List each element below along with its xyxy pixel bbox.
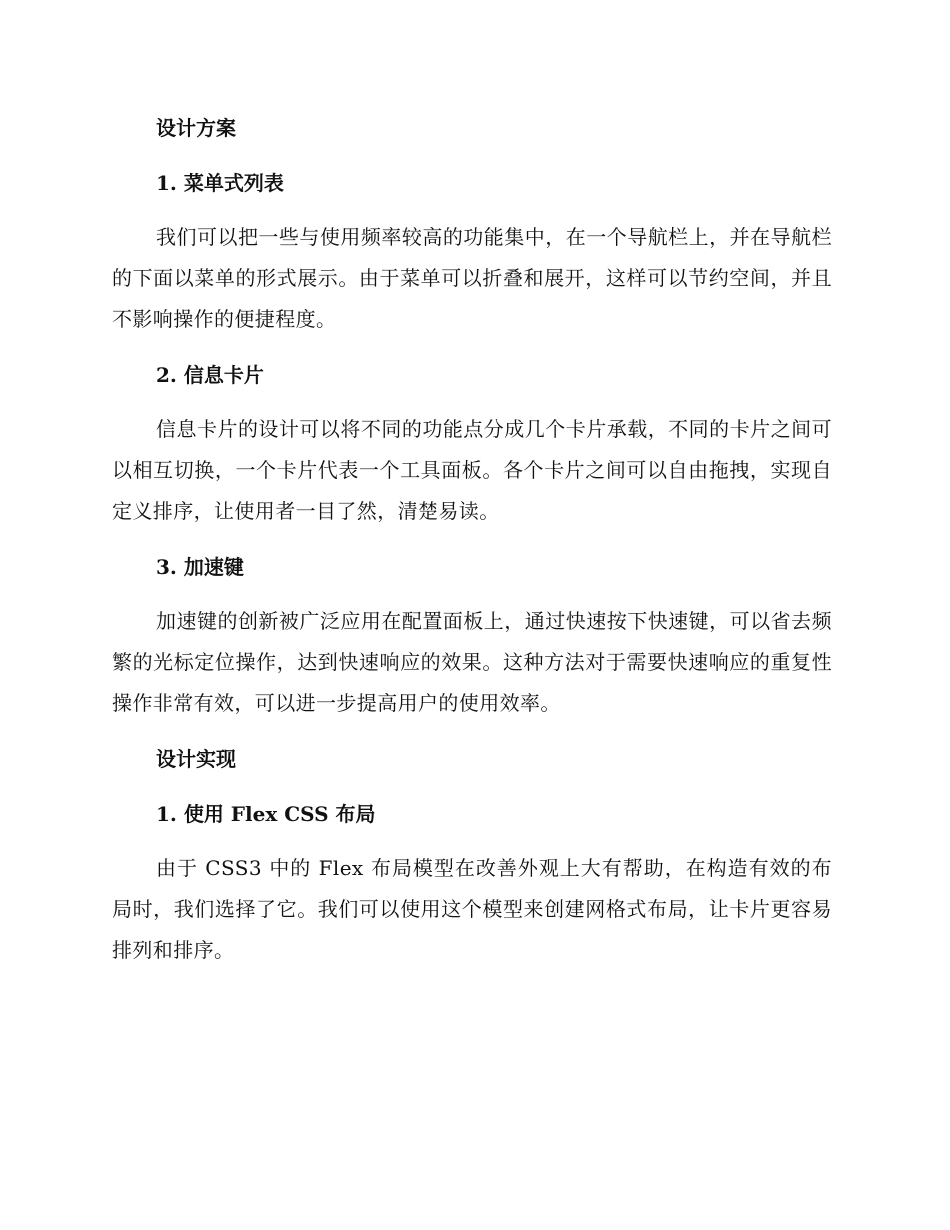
subheading-info-card: 2. 信息卡片 — [156, 363, 264, 387]
section-title-design-implementation: 设计实现 — [156, 747, 236, 771]
paragraph-accelerator-keys: 加速键的创新被广泛应用在配置面板上，通过快速按下快速键，可以省去频繁的光标定位操作，达到快速响应的效果。这种方法对于需要快速响应的重复性操作非常有效，可以进一步提高用户的使用效率。 — [112, 609, 832, 715]
paragraph-menu-list: 我们可以把一些与使用频率较高的功能集中，在一个导航栏上，并在导航栏的下面以菜单的形式展示。由于菜单可以折叠和展开，这样可以节约空间，并且不影响操作的便捷程度。 — [112, 225, 832, 331]
subheading-menu-list: 1. 菜单式列表 — [156, 171, 284, 195]
paragraph-flex-css-layout: 由于 CSS3 中的 Flex 布局模型在改善外观上大有帮助，在构造有效的布局时，我们选择了它。我们可以使用这个模型来创建网格式布局，让卡片更容易排列和排序。 — [112, 856, 832, 962]
section-title-design-plan: 设计方案 — [156, 116, 236, 140]
subheading-flex-css-layout: 1. 使用 Flex CSS 布局 — [156, 802, 376, 826]
subheading-accelerator-keys: 3. 加速键 — [156, 555, 244, 579]
paragraph-info-card: 信息卡片的设计可以将不同的功能点分成几个卡片承载，不同的卡片之间可以相互切换，一个卡片代表一个工具面板。各个卡片之间可以自由拖拽，实现自定义排序，让使用者一目了然，清楚易读。 — [112, 417, 832, 523]
document-body — [112, 108, 832, 986]
